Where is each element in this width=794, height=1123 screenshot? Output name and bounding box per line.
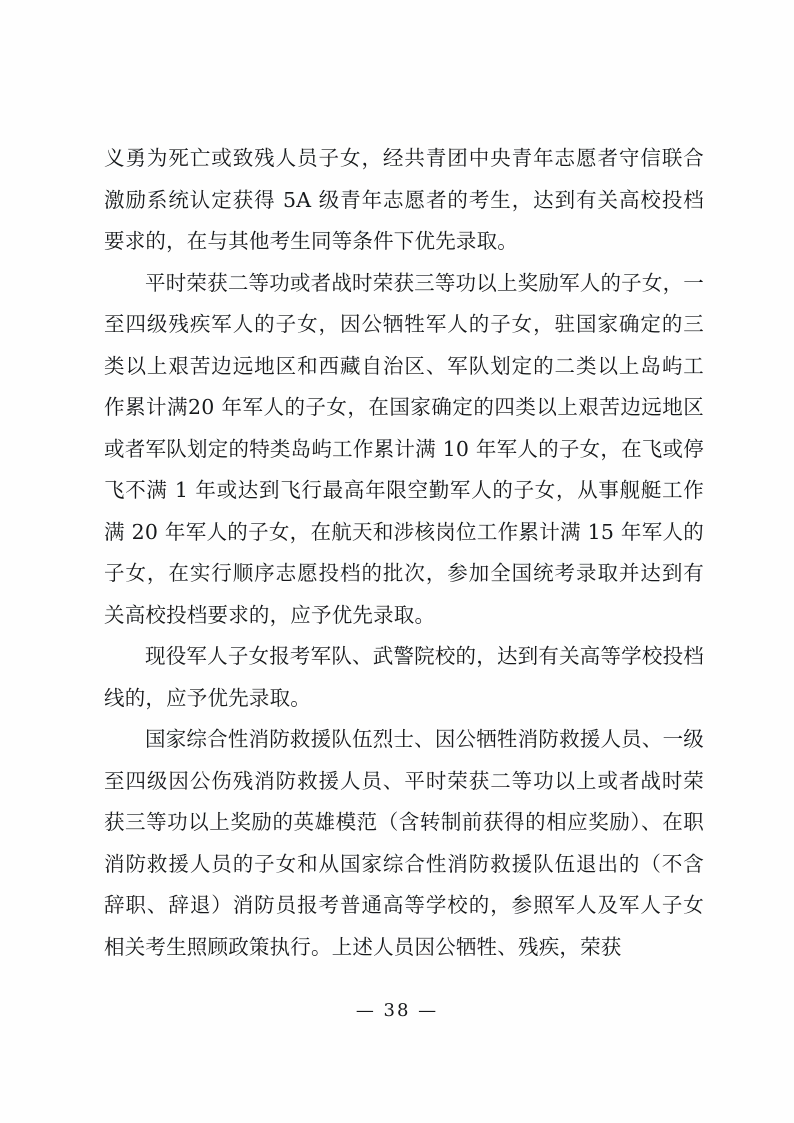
paragraph-2: 平时荣获二等功或者战时荣获三等功以上奖励军人的子女，一至四级残疾军人的子女，因公牺牲军人的子女，驻国家确定的三类以上艰苦边远地区和西藏自治区、军队划定的二类以上岛屿工作累计满20 年军人的子女，在国家确定的四类以上艰苦边远地区或者军队划定的特类岛屿工作累计满 10 年军人的子女，在飞或停飞不满 1 年或达到飞行最高年限空勤军人的子女，从事舰艇工作满 20 年军人的子女，在航天和涉核岗位工作累计满 15 年军人的子女，在实行顺序志愿投档的批次，参加全国统考录取并达到有关高校投档要求的，应予优先录取。 [104,270,704,627]
paragraph-1: 义勇为死亡或致残人员子女，经共青团中央青年志愿者守信联合激励系统认定获得 5A 级青年志愿者的考生，达到有关高校投档要求的，在与其他考生同等条件下优先录取。 [104,146,704,253]
document-body [104,138,704,968]
page-number-footer: — 38 — [355,1000,439,1021]
paragraph-3: 现役军人子女报考军队、武警院校的，达到有关高等学校投档线的，应予优先录取。 [104,644,704,710]
paragraph-4: 国家综合性消防救援队伍烈士、因公牺牲消防救援人员、一级至四级因公伤残消防救援人员、平时荣获二等功以上或者战时荣获三等功以上奖励的英雄模范（含转制前获得的相应奖励）、在职消防救援人员的子女和从国家综合性消防救援队伍退出的（不含辞职、辞退）消防员报考普通高等学校的，参照军人及军人子女相关考生照顾政策执行。上述人员因公牺牲、残疾，荣获 [104,727,704,959]
